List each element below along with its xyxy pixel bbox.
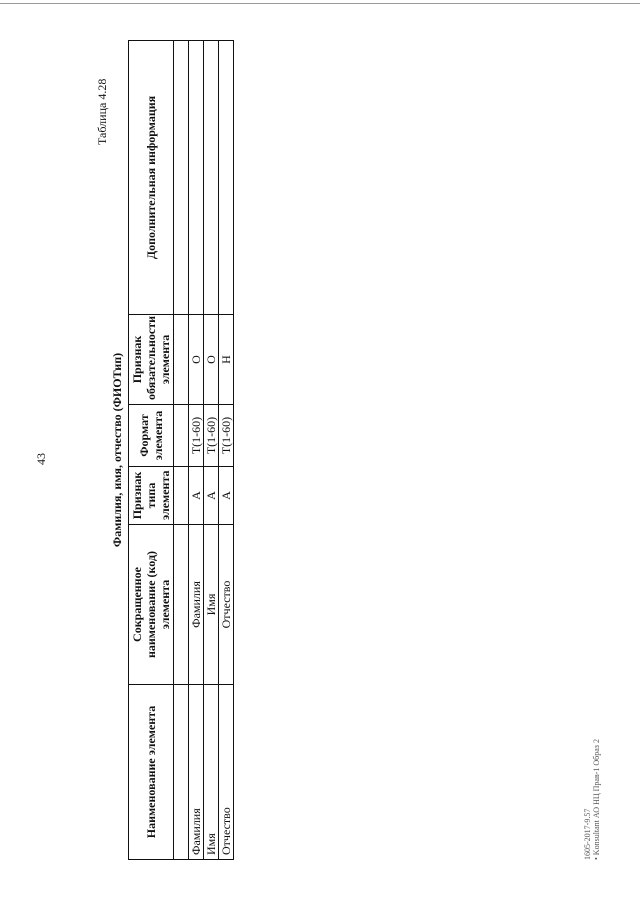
cell-format: Т(1-60): [219, 405, 234, 467]
cell-type-flag: А: [219, 467, 234, 525]
header-format: Формат элемента: [129, 405, 174, 467]
cell-format: Т(1-60): [189, 405, 204, 467]
header-additional-info: Дополнительная информация: [129, 41, 174, 315]
header-short-code: Сокращенное наименование (код) элемента: [129, 525, 174, 685]
cell-element-name: Имя: [204, 685, 219, 860]
cell-short-code: Имя: [204, 525, 219, 685]
table-row: [189, 41, 204, 860]
cell-type-flag: А: [204, 467, 219, 525]
stamp-line-1: 1605-2017-9.57: [583, 808, 592, 860]
header-element-name: Наименование элемента: [129, 685, 174, 860]
table-title: Фамилия, имя, отчество (ФИОТип): [110, 352, 124, 548]
element-table: [128, 40, 234, 860]
cell-element-name: Отчество: [219, 685, 234, 860]
cell-required-flag: Н: [219, 315, 234, 405]
document-stamp: [583, 739, 601, 860]
page-number: 43: [34, 453, 48, 465]
cell-additional-info: [189, 41, 204, 315]
table-row: [204, 41, 219, 860]
table-label: Таблица 4.28: [95, 78, 109, 145]
cell-type-flag: А: [189, 467, 204, 525]
cell-short-code: Фамилия: [189, 525, 204, 685]
table-row: [219, 41, 234, 860]
cell-element-name: Фамилия: [189, 685, 204, 860]
spacer-row: [174, 41, 189, 860]
stamp-line-2: • Konsultant АО НЦ Прав-1 Образ 2: [592, 739, 601, 860]
cell-required-flag: О: [189, 315, 204, 405]
cell-short-code: Отчество: [219, 525, 234, 685]
cell-required-flag: О: [204, 315, 219, 405]
cell-additional-info: [204, 41, 219, 315]
header-type-flag: Признак типа элемента: [129, 467, 174, 525]
header-required-flag: Признак обязательности элемента: [129, 315, 174, 405]
header-row: [129, 41, 174, 860]
cell-additional-info: [219, 41, 234, 315]
cell-format: Т(1-60): [204, 405, 219, 467]
